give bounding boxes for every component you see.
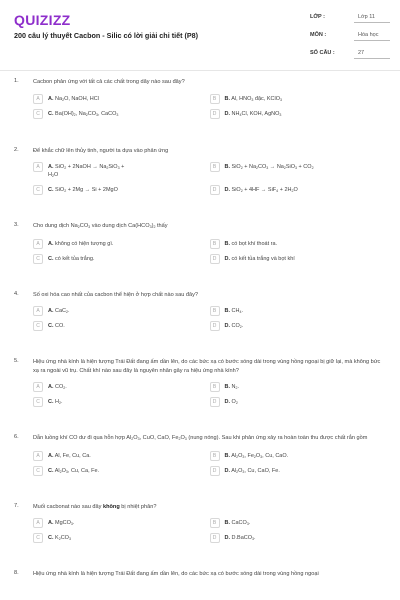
question-list: [0, 78, 400, 579]
question-number: 6.: [14, 434, 19, 440]
answer-options: [33, 94, 386, 124]
option-text: C. $H_2$.: [48, 399, 63, 405]
option-text: D. D.BaCO$_3$.: [224, 535, 256, 541]
header-divider: [0, 70, 400, 71]
option-letter-box: D: [210, 185, 220, 195]
option-text: D. $CO_2$.: [224, 323, 244, 329]
option-letter-box: C: [33, 466, 43, 476]
question-item: [0, 78, 400, 124]
answer-option-b[interactable]: [210, 518, 387, 528]
option-letter-box: A: [33, 94, 43, 104]
option-text: A. CaC$_2$.: [48, 308, 70, 314]
option-text: A. SiO$_2$ + 2NaOH → $Na_2SiO_3$ + $H_2O$: [48, 164, 125, 178]
answer-option-c[interactable]: [33, 533, 210, 543]
question-number: 1.: [14, 78, 19, 84]
option-letter-box: A: [33, 162, 43, 172]
question-text: Cho dung dịch $Na_2CO_3$ vào dung dịch $Ca(HCO_3)_2$ thấy: [33, 223, 168, 229]
question-text: Để khắc chữ lên thủy tinh, người ta dựa vào phản ứng: [33, 147, 169, 154]
option-letter-box: C: [33, 254, 43, 264]
answer-option-a[interactable]: [33, 306, 210, 316]
option-letter-box: A: [33, 306, 43, 316]
worksheet-header: [0, 0, 400, 70]
option-letter-box: B: [210, 94, 220, 104]
option-text: B. $CH_4$.: [224, 308, 244, 314]
question-text: Muối cacbonat nào sau đây không bị nhiệt phân?: [33, 503, 157, 510]
option-text: C. có kết tủa trắng.: [48, 255, 95, 262]
answer-options: [33, 239, 386, 269]
answer-option-a[interactable]: [33, 451, 210, 461]
option-text: B. $Al_2O_3$, $Fe_2O_3$, Cu, CaO.: [224, 452, 289, 459]
page-title: 200 câu lý thuyết Cacbon - Silic có lời giải chi tiết (P8): [14, 31, 199, 40]
option-text: B. $SiO_2 + Na_2CO_3 \to Na_2SiO_3 + CO_2$: [224, 164, 314, 170]
option-letter-box: D: [210, 466, 220, 476]
question-number: 3.: [14, 222, 19, 228]
answer-option-d[interactable]: [210, 185, 387, 195]
option-letter-box: A: [33, 451, 43, 461]
question-text: Hiệu ứng nhà kính là hiện tượng Trái Đất đang ấm dần lên, do các bức xạ có bước sóng dài trong vùng hồng ngoại bị giữ lại, mà không bức xạ ra ngoài vũ trụ. Chất khí nào sau đây là nguyên nhân gây ra hiệu ứng nhà kính?: [33, 359, 381, 374]
option-text: D. $O_2$: [224, 399, 238, 405]
answer-options: [33, 518, 386, 548]
question-text: Số oxi hóa cao nhất của cacbon thể hiện ở hợp chất nào sau đây?: [33, 291, 199, 298]
answer-option-d[interactable]: [210, 254, 387, 264]
answer-option-d[interactable]: [210, 397, 387, 407]
option-letter-box: C: [33, 185, 43, 195]
option-letter-box: B: [210, 451, 220, 461]
option-letter-box: A: [33, 382, 43, 392]
option-letter-box: A: [33, 518, 43, 528]
option-letter-box: B: [210, 382, 220, 392]
answer-option-a[interactable]: [33, 162, 210, 180]
option-letter-box: C: [33, 397, 43, 407]
question-text: Cacbon phản ứng với tất cả các chất trong dãy nào sau đây?: [33, 79, 185, 85]
option-letter-box: B: [210, 239, 220, 249]
worksheet-meta: [310, 12, 390, 66]
question-number: 5.: [14, 358, 19, 364]
answer-option-b[interactable]: [210, 382, 387, 392]
answer-option-c[interactable]: [33, 466, 210, 476]
option-letter-box: B: [210, 518, 220, 528]
answer-option-c[interactable]: [33, 254, 210, 264]
answer-option-d[interactable]: [210, 109, 387, 119]
answer-option-b[interactable]: [210, 162, 387, 180]
answer-options: [33, 382, 386, 412]
option-text: C. $K_2CO_3$: [48, 535, 71, 541]
answer-option-d[interactable]: [210, 533, 387, 543]
answer-options: [33, 162, 386, 200]
answer-option-a[interactable]: [33, 518, 210, 528]
question-item: [0, 222, 400, 269]
question-number: 4.: [14, 290, 19, 297]
question-item: [0, 434, 400, 481]
answer-option-b[interactable]: [210, 239, 387, 249]
answer-option-c[interactable]: [33, 185, 210, 195]
option-text: B. CaCO$_3$.: [224, 520, 251, 526]
answer-option-a[interactable]: [33, 94, 210, 104]
option-letter-box: D: [210, 321, 220, 331]
question-item: [0, 291, 400, 337]
question-text: Dẫn luồng khí CO dư đi qua hỗn hợp $Al_2O_3$, CuO, CaO, $Fe_2O_3$ (nung nóng). Sau khi phản ứng xảy ra hoàn toàn thu được chất rắn gồm: [33, 435, 368, 441]
option-text: D. $NH_4Cl$, KOH, AgNO$_3$: [224, 110, 282, 117]
meta-grade: [310, 12, 390, 26]
meta-subject: [310, 30, 390, 44]
option-text: A. $CO_2$.: [48, 384, 67, 390]
option-letter-box: B: [210, 306, 220, 316]
answer-option-b[interactable]: [210, 306, 387, 316]
answer-option-b[interactable]: [210, 94, 387, 104]
option-text: B. $N_2$.: [224, 384, 240, 390]
option-text: A. $Na_2O$, NaOH, HCl: [48, 95, 99, 102]
option-text: C. SiO$_2$ + 2Mg → Si + 2MgO: [48, 187, 118, 193]
subject-label: MÔN :: [310, 32, 327, 38]
quizizz-logo: QUIZIZZ: [14, 12, 71, 28]
option-text: B. có bọt khí thoát ra.: [224, 240, 278, 247]
answer-options: [33, 451, 386, 481]
answer-option-d[interactable]: [210, 321, 387, 331]
grade-label: LỚP :: [310, 14, 325, 20]
answer-option-c[interactable]: [33, 109, 210, 119]
option-text: C. $Al_2O_3$, Cu, Ca, Fe.: [48, 467, 100, 474]
option-text: C. CO.: [48, 323, 65, 329]
answer-option-b[interactable]: [210, 451, 387, 461]
question-number: 7.: [14, 502, 19, 509]
option-text: C. $Ba(OH)_2$, $Na_2CO_3$, CaCO$_3$: [48, 110, 119, 117]
option-text: A. không có hiện tượng gì.: [48, 240, 114, 247]
count-label: SỐ CÂU :: [310, 50, 335, 56]
option-text: D. $Al_2O_3$, Cu, CaO, Fe.: [224, 467, 280, 474]
question-item: [0, 358, 400, 412]
question-text: Hiệu ứng nhà kính là hiện tượng Trái Đất đang ấm dần lên, do các bức xạ có bước sóng dài trong vùng hồng ngoại: [33, 571, 319, 577]
option-letter-box: A: [33, 239, 43, 249]
option-text: B. Al, $HNO_3$ đặc, KClO$_3$: [224, 95, 282, 102]
answer-option-a[interactable]: [33, 239, 210, 249]
question-number: 8.: [14, 570, 19, 576]
count-value: 27: [354, 48, 390, 59]
answer-option-d[interactable]: [210, 466, 387, 476]
option-letter-box: C: [33, 109, 43, 119]
option-letter-box: B: [210, 162, 220, 172]
option-letter-box: C: [33, 533, 43, 543]
option-letter-box: D: [210, 254, 220, 264]
option-text: A. MgCO$_3$.: [48, 520, 75, 526]
option-letter-box: D: [210, 533, 220, 543]
answer-option-c[interactable]: [33, 397, 210, 407]
question-item: [0, 147, 400, 201]
grade-value: Lớp 11: [354, 12, 390, 23]
option-letter-box: C: [33, 321, 43, 331]
subject-value: Hóa học: [354, 30, 390, 41]
option-text: D. có kết tủa trắng và bọt khí: [224, 255, 295, 262]
question-number: 2.: [14, 146, 19, 153]
question-item: [0, 570, 400, 579]
option-text: A. Al, Fe, Cu, Ca.: [48, 452, 91, 459]
question-item: [0, 503, 400, 549]
answer-option-c[interactable]: [33, 321, 210, 331]
option-letter-box: D: [210, 109, 220, 119]
meta-count: [310, 48, 390, 62]
option-text: D. $SiO_2 + 4HF \to SiF_4 + 2H_2O$: [224, 187, 298, 193]
answer-options: [33, 306, 386, 336]
option-letter-box: D: [210, 397, 220, 407]
answer-option-a[interactable]: [33, 382, 210, 392]
